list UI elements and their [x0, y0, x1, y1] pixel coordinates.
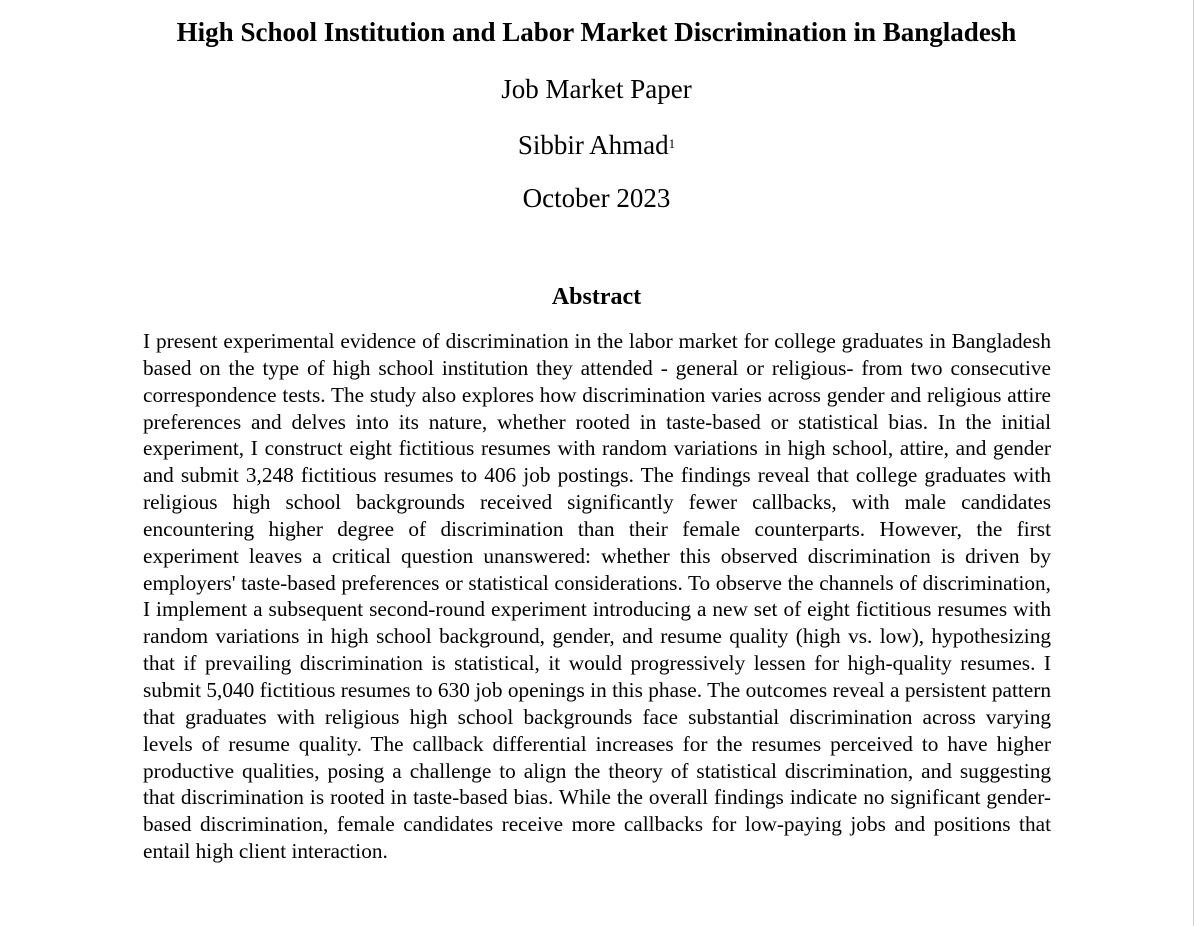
abstract-text: I present experimental evidence of discrimination in the labor market for college graduates in Bangladesh based on the type of high school institution they attended - general or religious- from two consecutive correspondence tests. The study also explores how discrimination varies across gender and religious attire preferences and delves into its nature, whether rooted in taste-based or statistical bias. In the initial experiment, I construct eight fictitious resumes with random variations in high school, attire, and gender and submit 3,248 fictitious resumes to 406 job postings. The findings reveal that college graduates with religious high school backgrounds received significantly fewer callbacks, with male candidates encountering higher degree of discrimination than their female counterparts. However, the first experiment leaves a critical question unanswered: whether this observed discrimination is driven by employers' taste-based preferences or statistical considerations. To observe the channels of discrimination, I implement a subsequent second-round experiment introducing a new set of eight fictitious resumes with random variations in high school background, gender, and resume quality (high vs. low), hypothesizing that if prevailing discrimination is statistical, it would progressively lessen for high-quality resumes. I submit 5,040 fictitious resumes to 630 job openings in this phase. The outcomes reveal a persistent pattern that graduates with religious high school backgrounds face substantial discrimination across varying levels of resume quality. The callback differential increases for the resumes perceived to have higher productive qualities, posing a challenge to align the theory of statistical discrimination, and suggesting that discrimination is rooted in taste-based bias. While the overall findings indicate no significant gender-based discrimination, female candidates receive more callbacks for low-paying jobs and positions that entail high client interaction. — [143, 329, 1051, 864]
author-footnote-marker: 1 — [668, 136, 676, 151]
paper-title: High School Institution and Labor Market Discrimination in Bangladesh — [176, 17, 1017, 47]
author-name: Sibbir Ahmad — [517, 130, 669, 160]
paper-subtitle: Job Market Paper — [501, 74, 692, 104]
author-line — [0, 127, 1193, 163]
paper-date: October 2023 — [522, 183, 671, 213]
abstract-heading: Abstract — [551, 284, 642, 310]
